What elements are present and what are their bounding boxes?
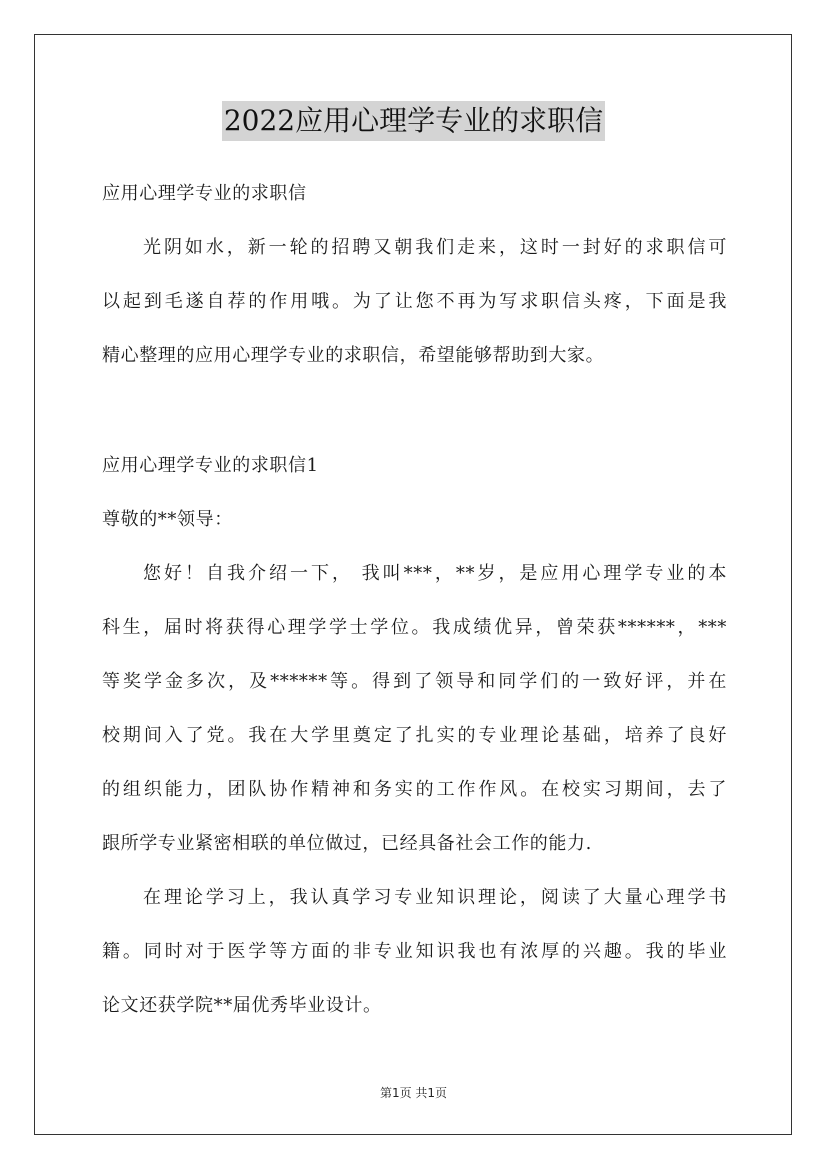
paragraph2-line-2: 籍。同时对于医学等方面的非专业知识我也有浓厚的兴趣。我的毕业 [102, 941, 727, 962]
paragraph1-line-3: 等奖学金多次，及******等。得到了领导和同学们的一致好评，并在 [102, 671, 727, 692]
paragraph2-line-3: 论文还获学院**届优秀毕业设计。 [102, 995, 382, 1016]
paragraph1-line-1: 您好！自我介绍一下， 我叫***，**岁，是应用心理学专业的本 [143, 563, 727, 584]
intro-line-2: 以起到毛遂自荐的作用哦。为了让您不再为写求职信头疼，下面是我 [102, 291, 727, 312]
salutation: 尊敬的**领导： [102, 509, 233, 530]
document-title: 2022应用心理学专业的求职信 [222, 101, 605, 141]
intro-line-1: 光阴如水，新一轮的招聘又朝我们走来，这时一封好的求职信可 [143, 237, 727, 258]
document-subtitle: 应用心理学专业的求职信 [102, 183, 307, 204]
paragraph1-line-2: 科生，届时将获得心理学学士学位。我成绩优异，曾荣获******，*** [102, 617, 727, 638]
document-title-wrap [0, 100, 827, 141]
paragraph1-line-6: 跟所学专业紧密相联的单位做过，已经具备社会工作的能力. [102, 833, 592, 854]
paragraph1-line-5: 的组织能力，团队协作精神和务实的工作作风。在校实习期间，去了 [102, 779, 727, 800]
paragraph2-line-1: 在理论学习上，我认真学习专业知识理论，阅读了大量心理学书 [143, 887, 727, 908]
intro-line-3: 精心整理的应用心理学专业的求职信，希望能够帮助到大家。 [102, 345, 605, 366]
paragraph1-line-4: 校期间入了党。我在大学里奠定了扎实的专业理论基础，培养了良好 [102, 725, 727, 746]
page-number-footer: 第1页 共1页 [379, 1086, 448, 1100]
section-heading: 应用心理学专业的求职信1 [102, 455, 319, 476]
